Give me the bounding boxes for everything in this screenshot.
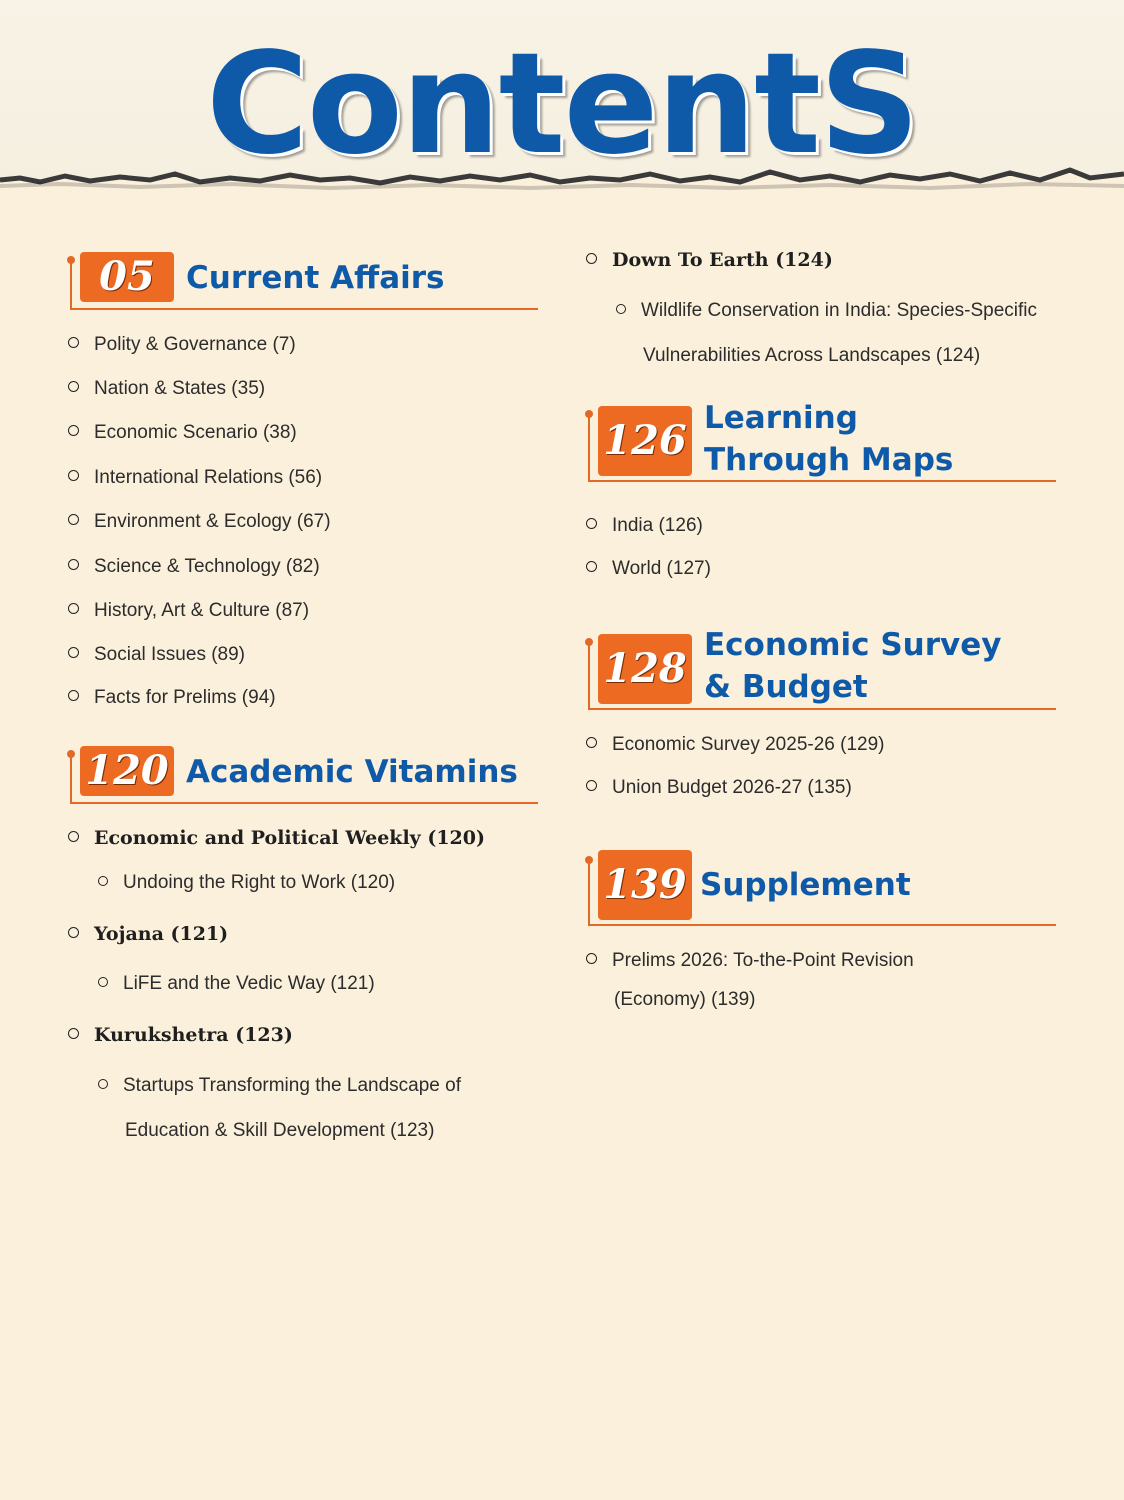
circle-bullet-icon bbox=[98, 1079, 108, 1089]
list-item-continuation: (Economy) (139) bbox=[614, 989, 756, 1010]
page-title: ContentS bbox=[206, 23, 918, 186]
list-item[interactable]: Union Budget 2026-27 (135) bbox=[586, 776, 852, 800]
circle-bullet-icon bbox=[68, 603, 79, 614]
list-item[interactable]: World (127) bbox=[586, 557, 711, 581]
circle-bullet-icon bbox=[68, 831, 79, 842]
list-item[interactable]: Polity & Governance (7) bbox=[68, 333, 296, 357]
list-item[interactable]: India (126) bbox=[586, 514, 703, 538]
section-number: 128 bbox=[598, 634, 692, 704]
list-item[interactable]: Kurukshetra (123) bbox=[68, 1023, 293, 1047]
list-item[interactable]: Down To Earth (124) bbox=[586, 248, 833, 272]
circle-bullet-icon bbox=[98, 876, 108, 886]
section-title: Academic Vitamins bbox=[186, 754, 518, 790]
circle-bullet-icon bbox=[68, 514, 79, 525]
section-title: Supplement bbox=[700, 867, 911, 903]
circle-bullet-icon bbox=[586, 561, 597, 572]
section-title: Current Affairs bbox=[186, 260, 445, 296]
circle-bullet-icon bbox=[586, 953, 597, 964]
list-item[interactable]: Prelims 2026: To-the-Point Revision bbox=[586, 949, 914, 973]
section-header-learning-maps bbox=[588, 400, 1058, 484]
list-item[interactable]: Environment & Ecology (67) bbox=[68, 510, 331, 534]
list-item[interactable]: International Relations (56) bbox=[68, 466, 322, 490]
sub-list-item[interactable]: Undoing the Right to Work (120) bbox=[98, 871, 395, 895]
section-title-line1: Economic Survey bbox=[704, 627, 1002, 663]
circle-bullet-icon bbox=[68, 337, 79, 348]
sub-list-item-continuation: Education & Skill Development (123) bbox=[125, 1120, 435, 1141]
circle-bullet-icon bbox=[68, 381, 79, 392]
section-title-line2: Through Maps bbox=[704, 442, 954, 478]
list-item[interactable]: Social Issues (89) bbox=[68, 643, 245, 667]
section-header-supplement bbox=[588, 850, 1058, 930]
list-item[interactable]: Economic and Political Weekly (120) bbox=[68, 826, 485, 850]
circle-bullet-icon bbox=[68, 470, 79, 481]
circle-bullet-icon bbox=[68, 559, 79, 570]
sub-list-item[interactable]: LiFE and the Vedic Way (121) bbox=[98, 972, 375, 996]
section-number: 126 bbox=[598, 406, 692, 476]
list-item[interactable]: Economic Survey 2025-26 (129) bbox=[586, 733, 884, 757]
circle-bullet-icon bbox=[68, 425, 79, 436]
circle-bullet-icon bbox=[68, 690, 79, 701]
section-title-line1: Learning bbox=[704, 400, 858, 436]
section-number: 05 bbox=[80, 252, 174, 302]
section-title-line2: & Budget bbox=[704, 669, 868, 705]
circle-bullet-icon bbox=[68, 927, 79, 938]
sub-list-item-continuation: Vulnerabilities Across Landscapes (124) bbox=[643, 345, 981, 366]
sub-list-item[interactable]: Wildlife Conservation in India: Species-Specific bbox=[616, 299, 1037, 323]
list-item[interactable]: Yojana (121) bbox=[68, 922, 228, 946]
list-item[interactable]: Nation & States (35) bbox=[68, 377, 265, 401]
circle-bullet-icon bbox=[586, 253, 597, 264]
section-header-academic-vitamins bbox=[70, 744, 540, 814]
circle-bullet-icon bbox=[68, 647, 79, 658]
circle-bullet-icon bbox=[586, 737, 597, 748]
section-header-current-affairs bbox=[70, 250, 540, 320]
list-item[interactable]: Facts for Prelims (94) bbox=[68, 686, 276, 710]
list-item[interactable]: Science & Technology (82) bbox=[68, 555, 320, 579]
section-number: 120 bbox=[80, 746, 174, 796]
list-item[interactable]: Economic Scenario (38) bbox=[68, 421, 297, 445]
circle-bullet-icon bbox=[68, 1028, 79, 1039]
section-number: 139 bbox=[598, 850, 692, 920]
section-header-economic-survey bbox=[588, 627, 1058, 712]
sub-list-item[interactable]: Startups Transforming the Landscape of bbox=[98, 1074, 461, 1098]
circle-bullet-icon bbox=[586, 780, 597, 791]
circle-bullet-icon bbox=[98, 977, 108, 987]
circle-bullet-icon bbox=[586, 518, 597, 529]
circle-bullet-icon bbox=[616, 304, 626, 314]
list-item[interactable]: History, Art & Culture (87) bbox=[68, 599, 309, 623]
